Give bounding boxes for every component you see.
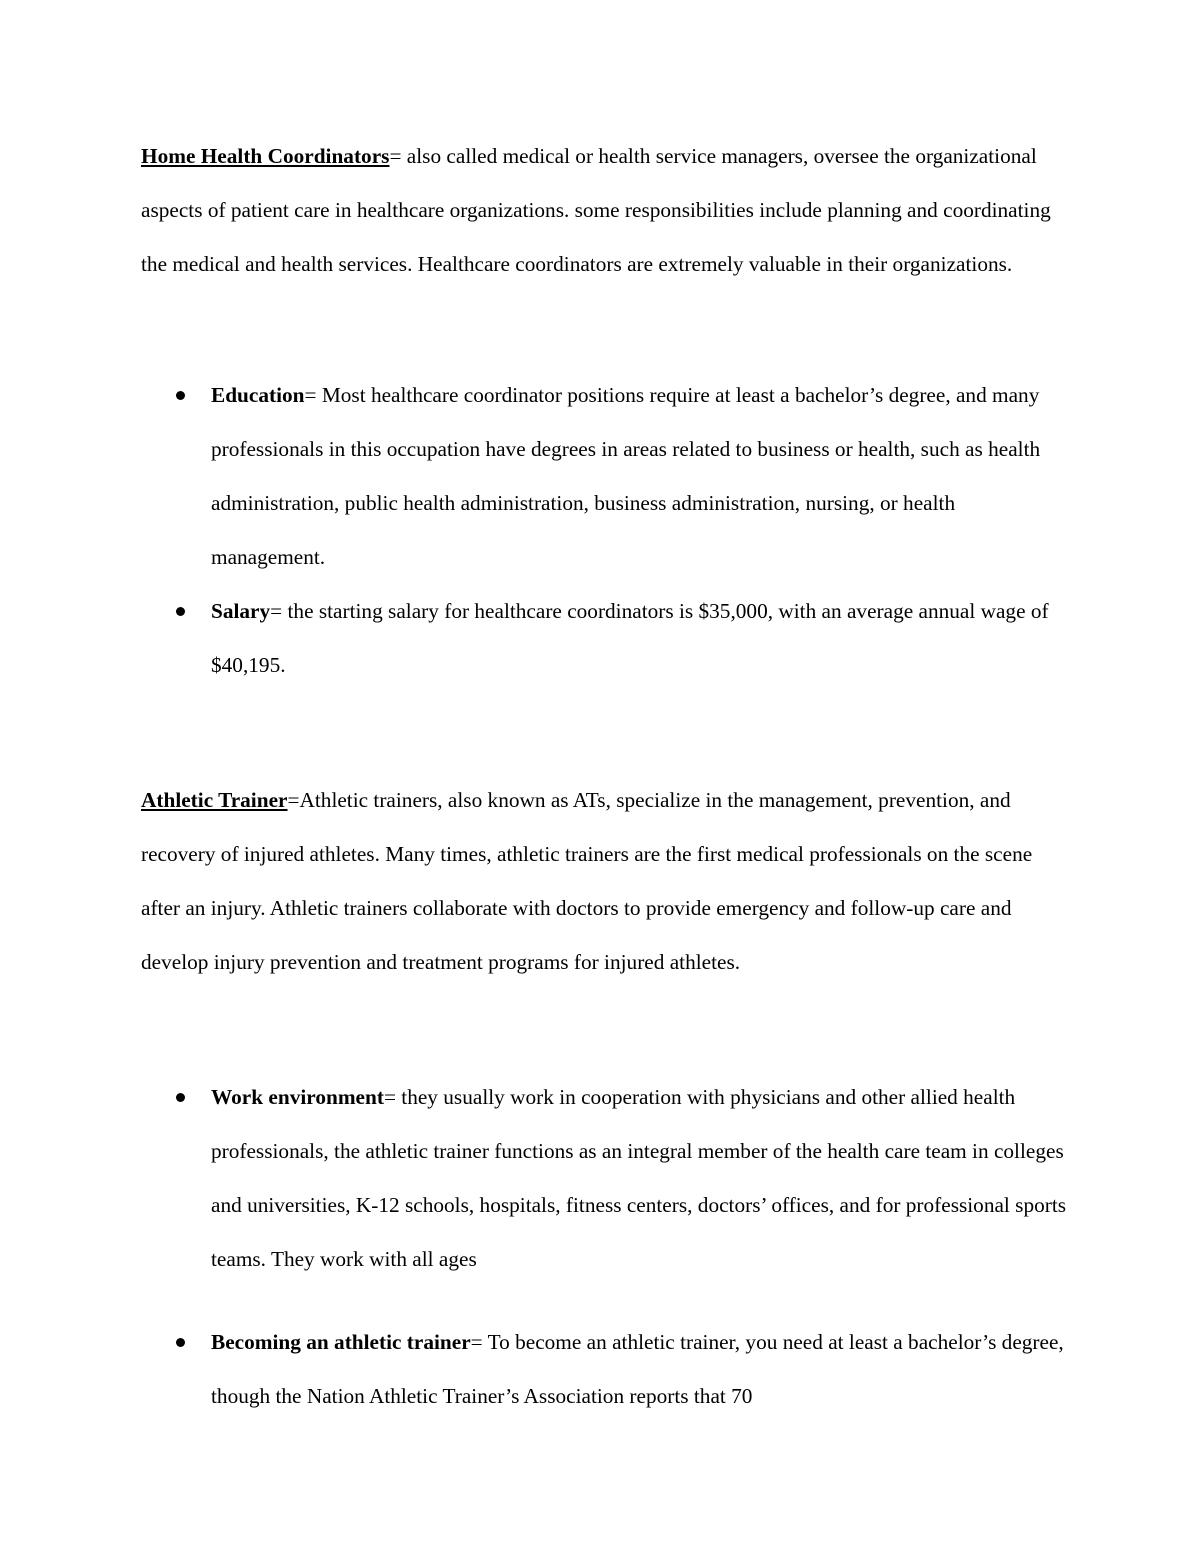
athletic-trainer-paragraph — [141, 773, 1066, 989]
section-term: Athletic Trainer — [141, 788, 288, 812]
section-term: Home Health Coordinators — [141, 144, 390, 168]
bullet-icon — [176, 1093, 185, 1102]
bullet-icon — [176, 391, 185, 400]
bullet-icon — [176, 607, 185, 616]
work-environment-bullet — [211, 1070, 1071, 1286]
bullet-label: Salary — [211, 599, 271, 623]
bullet-label: Work environment — [211, 1085, 384, 1109]
salary-bullet — [211, 584, 1071, 692]
education-bullet — [211, 368, 1071, 584]
bullet-text: = the starting salary for healthcare coordinators is $35,000, with an average annual wage of $40,195. — [211, 599, 1049, 677]
becoming-athletic-trainer-bullet — [211, 1315, 1071, 1423]
bullet-label: Education — [211, 383, 305, 407]
section-description: =Athletic trainers, also known as ATs, specialize in the management, prevention, and recovery of injured athletes. Many times, athletic trainers are the first medical professionals on the scene after an injury. Athletic trainers collaborate with doctors to provide emergency and follow-up care and develop injury prevention and treatment programs for injured athletes. — [141, 788, 1033, 974]
home-health-coordinators-paragraph — [141, 129, 1066, 291]
bullet-label: Becoming an athletic trainer — [211, 1330, 471, 1354]
bullet-text: = To become an athletic trainer, you need at least a bachelor’s degree, though the Nation Athletic Trainer’s Association reports that 70 — [211, 1330, 1064, 1408]
section-description: = also called medical or health service managers, oversee the organizational aspects of patient care in healthcare organizations. some responsibilities include planning and coordinating the medical and health services. Healthcare coordinators are extremely valuable in their organizations. — [141, 144, 1051, 276]
bullet-text: = Most healthcare coordinator positions require at least a bachelor’s degree, and many professionals in this occupation have degrees in areas related to business or health, such as health administration, public health administration, business administration, nursing, or health management. — [211, 383, 1041, 569]
bullet-text: = they usually work in cooperation with physicians and other allied health professionals, the athletic trainer functions as an integral member of the health care team in colleges and universities, K-12 schools, hospitals, fitness centers, doctors’ offices, and for professional sports teams. They work with all ages — [211, 1085, 1067, 1271]
bullet-icon — [176, 1338, 185, 1347]
